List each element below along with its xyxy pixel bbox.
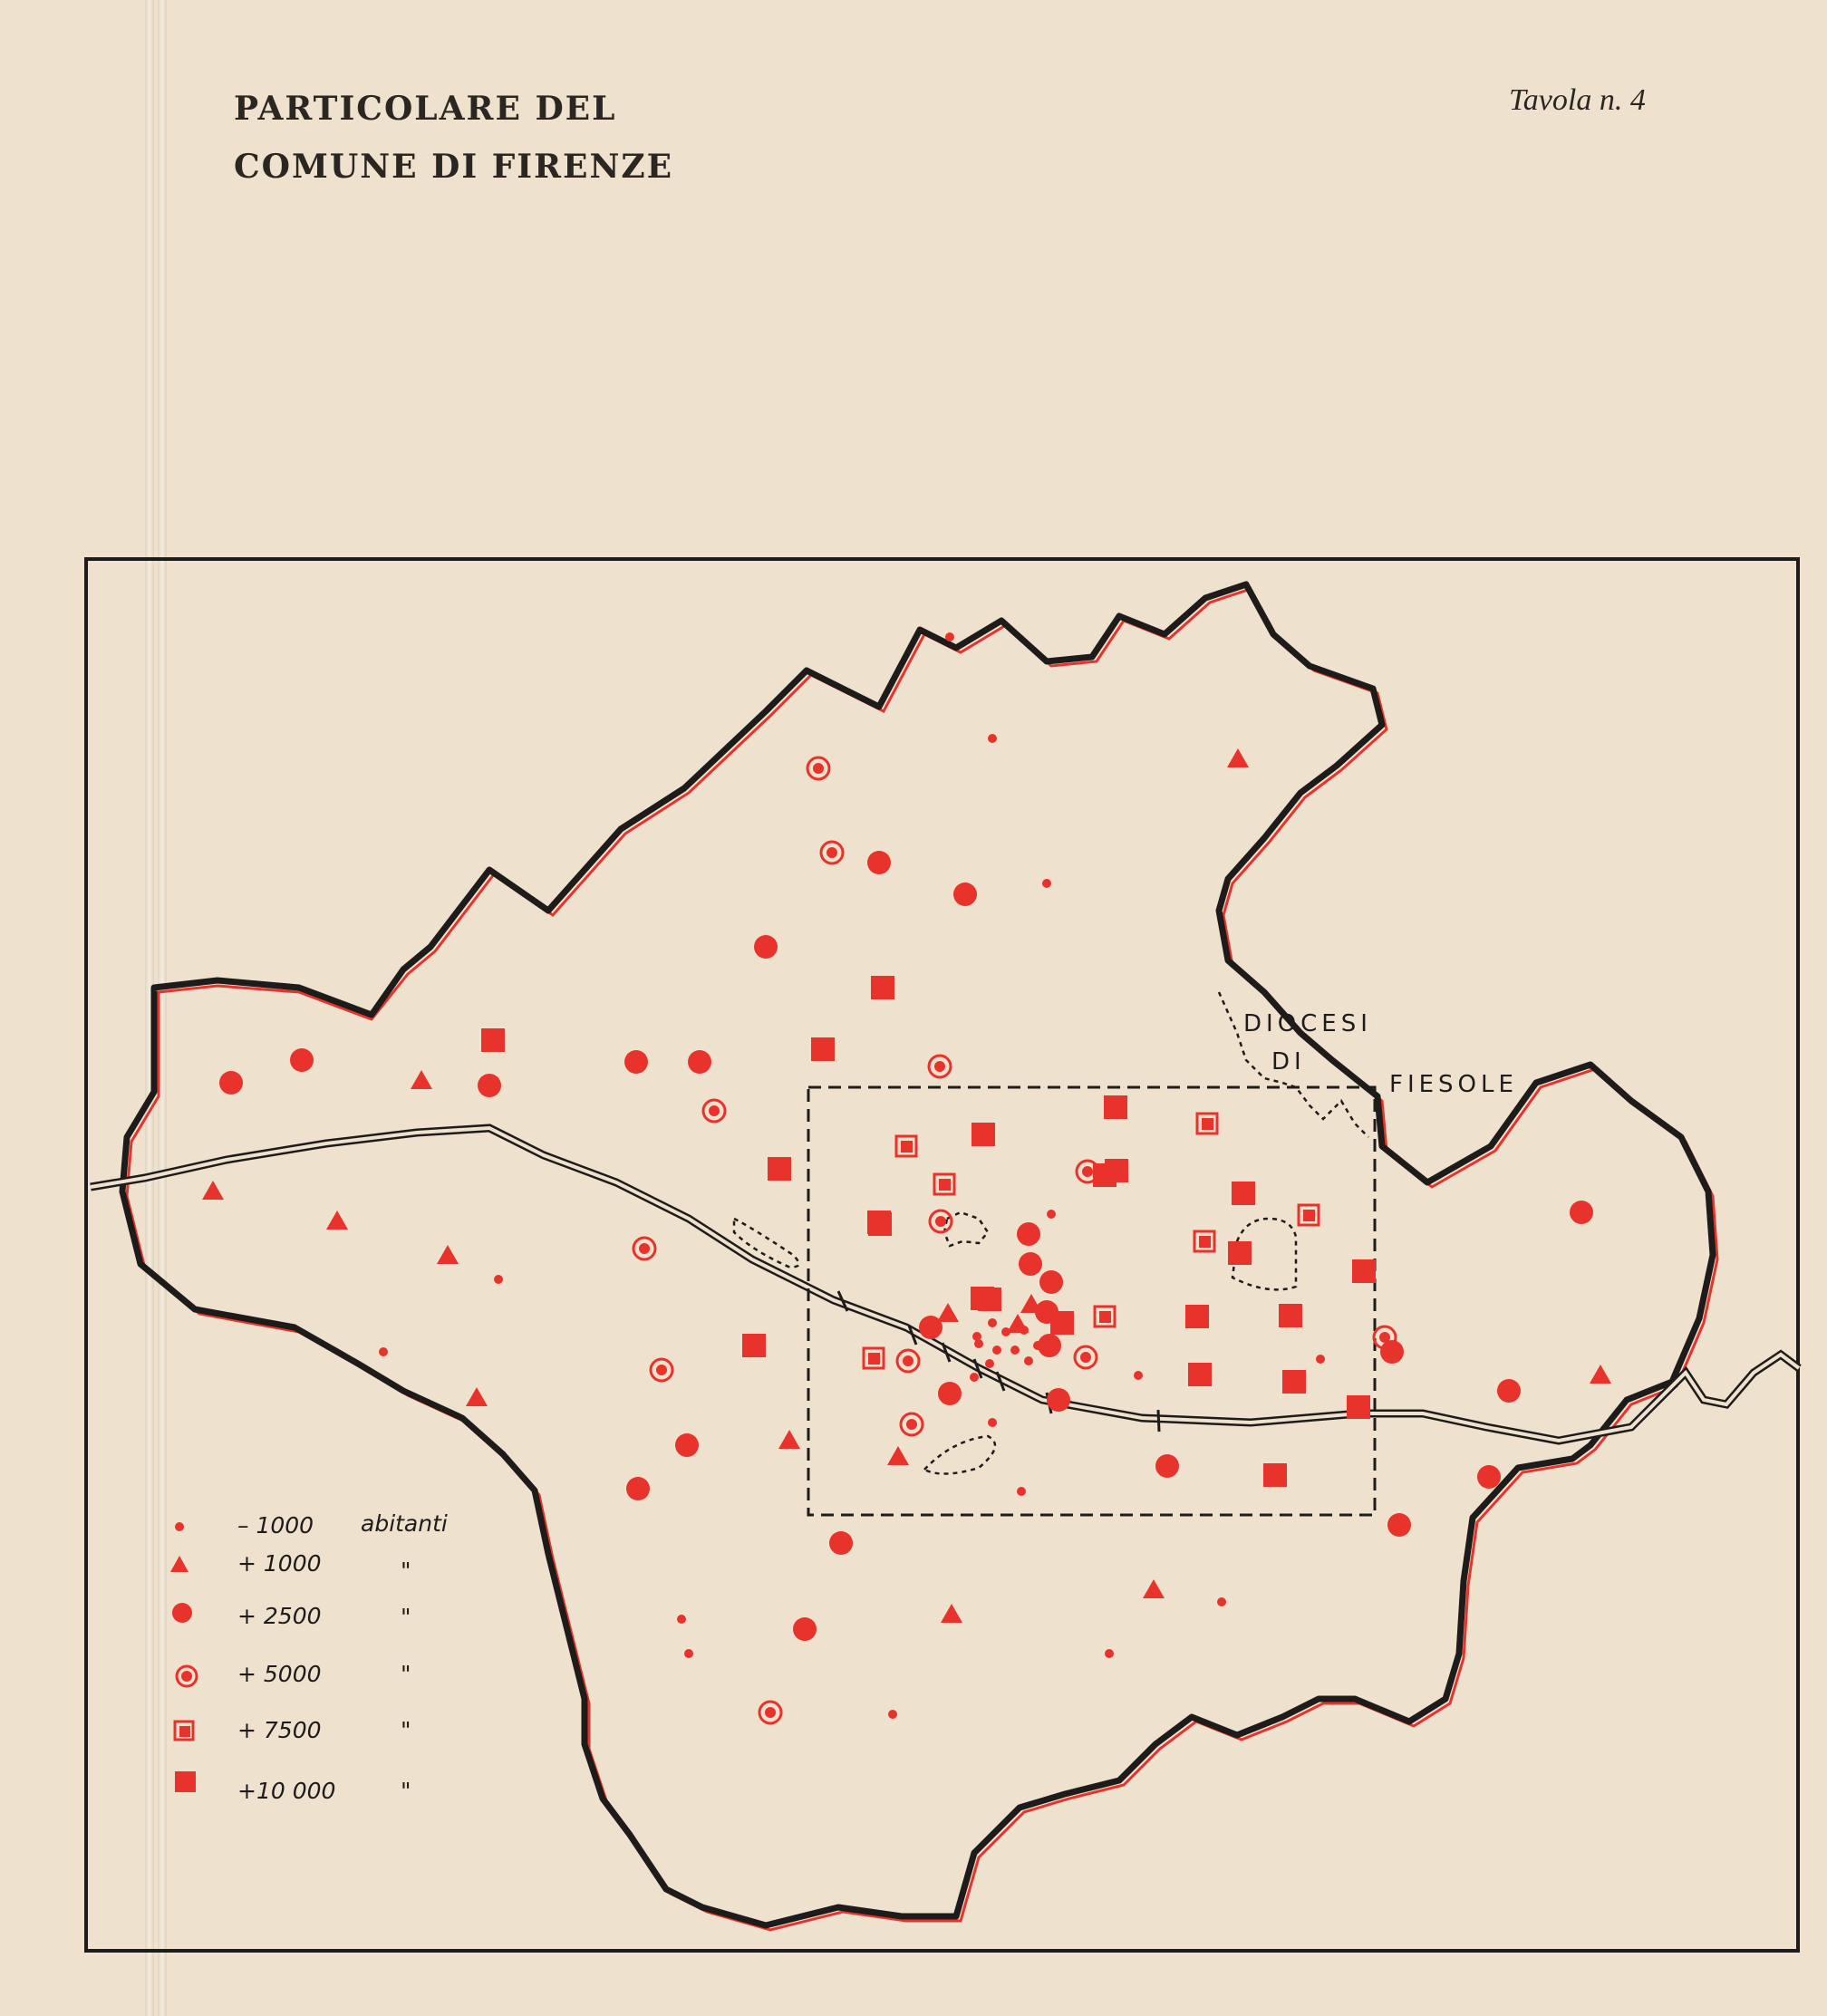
symbol-circle bbox=[953, 883, 977, 906]
legend-unit: " bbox=[401, 1661, 411, 1687]
symbol-small-dot bbox=[677, 1615, 686, 1624]
symbol-small-dot bbox=[988, 1318, 997, 1327]
symbol-square bbox=[768, 1157, 791, 1181]
symbol-circle bbox=[754, 935, 778, 959]
symbol-triangle bbox=[941, 1604, 962, 1623]
symbol-small-dot bbox=[1316, 1355, 1325, 1364]
symbol-small-dot bbox=[988, 1418, 997, 1427]
symbol-circle bbox=[1017, 1222, 1040, 1246]
symbol-square bbox=[1352, 1259, 1376, 1283]
symbol-ring-circle bbox=[821, 842, 843, 863]
symbol-small-dot bbox=[972, 1332, 981, 1341]
legend-item bbox=[170, 1550, 411, 1584]
symbol-circle bbox=[675, 1433, 699, 1457]
symbol-square bbox=[811, 1037, 835, 1061]
symbol-triangle bbox=[778, 1430, 800, 1449]
symbol-small-dot bbox=[379, 1347, 388, 1356]
symbol-circle bbox=[624, 1050, 648, 1074]
symbol-square bbox=[1104, 1095, 1127, 1119]
symbol-square bbox=[978, 1288, 1001, 1311]
symbol-circle bbox=[478, 1074, 501, 1097]
symbol-triangle bbox=[437, 1245, 459, 1264]
legend-symbol-small-dot bbox=[175, 1522, 184, 1531]
diocese-label bbox=[1243, 1010, 1518, 1098]
symbol-small-dot bbox=[1134, 1371, 1143, 1380]
symbol-ring-circle bbox=[651, 1359, 672, 1381]
diocese-label-line-2: DI bbox=[1271, 1048, 1306, 1076]
boundary-red-line bbox=[127, 589, 1717, 1930]
symbol-circle bbox=[290, 1048, 314, 1072]
symbol-circle bbox=[919, 1316, 942, 1339]
symbol-circle bbox=[1387, 1513, 1411, 1537]
symbol-square bbox=[1188, 1363, 1212, 1386]
symbol-ring-circle bbox=[807, 757, 829, 779]
symbol-circle bbox=[1039, 1270, 1063, 1294]
symbol-square bbox=[868, 1212, 892, 1236]
symbol-framed-square bbox=[896, 1136, 916, 1156]
symbol-triangle bbox=[1007, 1314, 1029, 1333]
symbol-framed-square bbox=[934, 1174, 954, 1194]
legend-symbol-circle bbox=[172, 1603, 192, 1623]
symbol-triangle bbox=[1227, 748, 1249, 767]
legend-unit: " bbox=[401, 1717, 411, 1743]
symbol-square bbox=[972, 1123, 995, 1146]
symbol-small-dot bbox=[1105, 1649, 1114, 1658]
symbol-small-dot bbox=[684, 1649, 693, 1658]
legend-item bbox=[175, 1771, 411, 1804]
boundary-line bbox=[122, 584, 1713, 1925]
legend-label: – 1000 bbox=[237, 1512, 314, 1539]
symbol-triangle bbox=[937, 1303, 959, 1322]
symbol-circle bbox=[626, 1477, 650, 1500]
symbol-triangle bbox=[1590, 1365, 1611, 1384]
symbol-small-dot bbox=[1042, 879, 1051, 888]
diocese-label-line-1: DIOCESI bbox=[1243, 1010, 1372, 1037]
title-line-2: COMUNE DI FIRENZE bbox=[234, 148, 674, 186]
diocese-label-line-3: FIESOLE bbox=[1389, 1071, 1518, 1098]
symbol-circle bbox=[688, 1050, 711, 1074]
symbol-square bbox=[1232, 1182, 1255, 1205]
symbol-circle bbox=[867, 851, 891, 874]
symbol-ring-circle bbox=[897, 1350, 919, 1372]
symbol-square bbox=[1279, 1304, 1302, 1327]
legend-symbol-square bbox=[175, 1771, 196, 1792]
symbol-square bbox=[1185, 1305, 1209, 1328]
symbol-ring-circle bbox=[703, 1100, 725, 1122]
symbol-ring-circle bbox=[759, 1702, 781, 1723]
symbol-square bbox=[1105, 1159, 1128, 1182]
legend-item bbox=[172, 1603, 411, 1630]
legend-item bbox=[175, 1510, 448, 1539]
legend bbox=[170, 1510, 448, 1804]
legend-label: + 7500 bbox=[237, 1717, 322, 1743]
title-line-1: PARTICOLARE DEL bbox=[234, 90, 617, 128]
settlement-symbols bbox=[202, 632, 1611, 1723]
symbol-circle bbox=[1477, 1465, 1501, 1489]
symbol-small-dot bbox=[1024, 1356, 1033, 1365]
symbol-framed-square bbox=[1095, 1307, 1115, 1326]
symbol-circle bbox=[793, 1617, 817, 1641]
symbol-triangle bbox=[887, 1446, 909, 1465]
legend-symbol-triangle bbox=[170, 1556, 188, 1572]
symbol-ring-circle bbox=[929, 1056, 951, 1077]
symbol-square bbox=[1050, 1311, 1074, 1335]
legend-unit: abitanti bbox=[361, 1510, 448, 1537]
symbol-framed-square bbox=[864, 1348, 884, 1368]
symbol-small-dot bbox=[1010, 1346, 1020, 1355]
symbol-framed-square bbox=[1299, 1205, 1319, 1225]
symbol-circle bbox=[1038, 1334, 1061, 1357]
symbol-ring-circle bbox=[930, 1211, 952, 1232]
symbol-circle bbox=[829, 1531, 853, 1555]
symbol-framed-square bbox=[1197, 1114, 1217, 1133]
symbol-square bbox=[1263, 1463, 1287, 1487]
legend-unit: " bbox=[401, 1604, 411, 1630]
legend-unit: " bbox=[401, 1778, 411, 1804]
symbol-circle bbox=[1047, 1388, 1070, 1412]
symbol-framed-square bbox=[1194, 1231, 1214, 1251]
symbol-small-dot bbox=[494, 1275, 503, 1284]
symbol-small-dot bbox=[1017, 1487, 1026, 1496]
legend-label: + 2500 bbox=[237, 1603, 322, 1629]
symbol-triangle bbox=[411, 1070, 432, 1089]
symbol-circle bbox=[219, 1071, 243, 1095]
symbol-triangle bbox=[1143, 1579, 1165, 1598]
symbol-square bbox=[481, 1028, 505, 1052]
symbol-square bbox=[1347, 1395, 1370, 1419]
symbol-triangle bbox=[466, 1387, 488, 1406]
symbol-triangle bbox=[326, 1211, 348, 1230]
legend-unit: " bbox=[401, 1558, 411, 1584]
symbol-circle bbox=[1570, 1201, 1593, 1224]
symbol-square bbox=[871, 976, 894, 999]
symbol-ring-circle bbox=[1075, 1346, 1097, 1368]
symbol-square bbox=[742, 1334, 766, 1357]
symbol-small-dot bbox=[1047, 1210, 1056, 1219]
symbol-small-dot bbox=[985, 1359, 994, 1368]
symbol-circle bbox=[1497, 1379, 1521, 1403]
symbol-small-dot bbox=[1217, 1597, 1226, 1606]
symbol-small-dot bbox=[945, 632, 954, 641]
symbol-square bbox=[1228, 1241, 1252, 1265]
legend-label: +10 000 bbox=[237, 1778, 336, 1804]
symbol-ring-circle bbox=[633, 1238, 655, 1259]
symbol-square bbox=[1282, 1370, 1306, 1394]
symbol-circle bbox=[1019, 1252, 1042, 1276]
symbol-circle bbox=[938, 1382, 962, 1405]
legend-label: + 5000 bbox=[237, 1661, 322, 1687]
legend-item bbox=[175, 1717, 411, 1743]
symbol-circle bbox=[1155, 1454, 1179, 1478]
table-number: Tavola n. 4 bbox=[1509, 83, 1646, 117]
center-inset-rect bbox=[808, 1087, 1375, 1515]
legend-label: + 1000 bbox=[237, 1550, 322, 1577]
symbol-small-dot bbox=[988, 734, 997, 743]
symbol-triangle bbox=[202, 1181, 224, 1200]
symbol-small-dot bbox=[888, 1710, 897, 1719]
legend-item bbox=[177, 1661, 411, 1687]
symbol-ring-circle bbox=[901, 1413, 923, 1435]
symbol-small-dot bbox=[992, 1346, 1001, 1355]
symbol-small-dot bbox=[970, 1373, 979, 1382]
